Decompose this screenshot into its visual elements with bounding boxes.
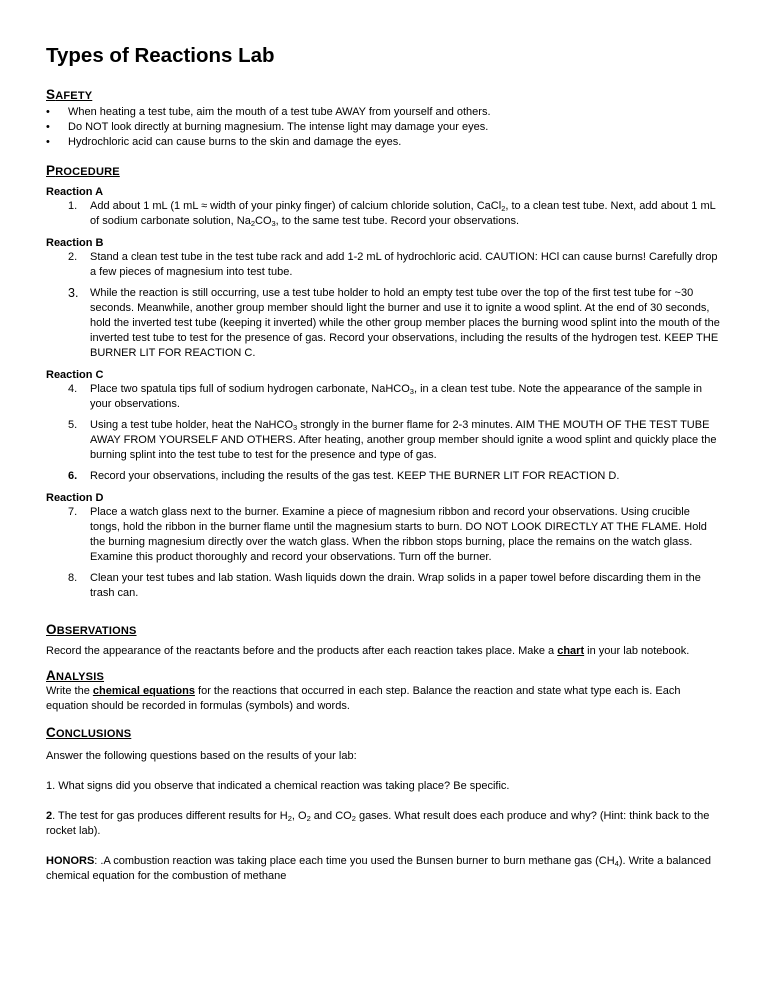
reaction-d-label: Reaction D <box>46 492 104 504</box>
list-item: • When heating a test tube, aim the mouth of a test tube AWAY from yourself and others. <box>46 105 722 120</box>
question-2: 2. The test for gas produces different results for $H_2$, $O_2$ and $CO_2$ gases. What result does each produce and why? (Hint: think back to the rocket lab). <box>46 810 710 837</box>
reaction-b-label: Reaction B <box>46 237 104 249</box>
analysis-heading: ANALYSIS <box>46 668 105 683</box>
procedure-step-2: 2. Stand a clean test tube in the test tube rack and add 1-2 mL of hydrochloric acid. CAUTION: HCl can cause burns! Carefully drop a few pieces of magnesium into test tube. <box>68 251 718 278</box>
honors-question: HONORS: .A combustion reaction was taking place each time you used the Bunsen burner to burn methane gas $(CH_4)$. Write a balanced chemical equation for the combustion of methane <box>46 855 711 882</box>
procedure-step-5: 5. Using a test tube holder, heat the NaHCO$_3$ strongly in the burner flame for 2-3 minutes. AIM THE MOUTH OF THE TEST TUBE AWAY FROM YOURSELF AND OTHERS. After heating, another group member should ignite a wood splint and quickly place the burning splint into the test tube to test for the presence and type of gas. <box>68 419 717 461</box>
procedure-step-7: 7. Place a watch glass next to the burner. Examine a piece of magnesium ribbon and record your observations. Using crucible tongs, hold the ribbon in the burner flame until the magnesium starts to burn. DO NOT LOOK DIRECTLY AT THE FLAME. Hold the burning magnesium directly over the watch glass. When the ribbon stops burning, place the remains on the watch glass. Examine this product thoroughly and record your observations. Turn off the burner. <box>68 506 707 563</box>
procedure-step-3: 3. While the reaction is still occurring, use a test tube holder to hold an empty test tube over the top of the first test tube for ~30 seconds. Meanwhile, another group member should light the burner and use it to ignite a wood splint. At the end of 30 seconds, hold the inverted test tube (keeping it inverted) while the other group member places the burning wood splint into the mouth of the inverted test tube to test for the presence of gas. Record your observations, including the results of the hydrogen test. KEEP THE BURNER LIT FOR REACTION C. <box>68 286 720 359</box>
question-1: 1. What signs did you observe that indicated a chemical reaction was taking place? Be specific. <box>46 780 510 792</box>
procedure-heading: PROCEDURE <box>46 163 120 178</box>
reaction-a-label: Reaction A <box>46 186 104 198</box>
procedure-step-1: 1. Add about 1 mL (1 mL ≈ width of your pinky finger) of calcium chloride solution, CaCl$_2$, to a clean test tube. Next, add about 1 mL of sodium carbonate solution, $Na_2CO_3$, to the same test tube. Record your observations. <box>68 200 716 228</box>
observations-text: Record the appearance of the reactants before and the products after each reaction takes place. Make a chart in your lab notebook. <box>46 645 690 657</box>
analysis-text: Write the chemical equations for the reactions that occurred in each step. Balance the reaction and state what type each is. Each equation should be recorded in formulas (symbols) and words. <box>46 685 681 712</box>
safety-heading: SAFETY <box>46 87 93 102</box>
conclusions-intro: Answer the following questions based on the results of your lab: <box>46 750 357 762</box>
reaction-c-label: Reaction C <box>46 369 104 381</box>
page-title: Types of Reactions Lab <box>46 44 275 67</box>
conclusions-heading: CONCLUSIONS <box>46 725 132 740</box>
list-item: • Do NOT look directly at burning magnesium. The intense light may damage your eyes. <box>46 120 722 135</box>
safety-list <box>46 105 722 150</box>
procedure-step-4: 4. Place two spatula tips full of sodium hydrogen carbonate, NaHCO$_3$, in a clean test tube. Note the appearance of the sample in your observations. <box>68 383 702 410</box>
procedure-step-8: 8. Clean your test tubes and lab station. Wash liquids down the drain. Wrap solids in a paper towel before discarding them in the trash can. <box>68 572 701 599</box>
observations-heading: OBSERVATIONS <box>46 622 137 637</box>
procedure-step-6: 6. Record your observations, including the results of the gas test. KEEP THE BURNER LIT FOR REACTION D. <box>68 470 620 482</box>
list-item: • Hydrochloric acid can cause burns to the skin and damage the eyes. <box>46 135 722 150</box>
